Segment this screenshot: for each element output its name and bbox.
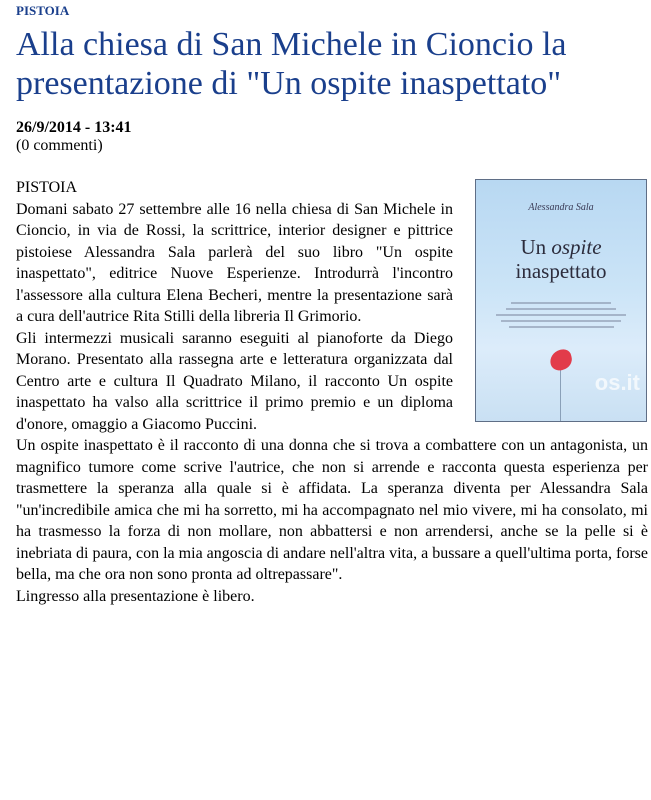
article-lead: PISTOIA bbox=[16, 179, 78, 196]
article-meta bbox=[16, 119, 648, 155]
article-container bbox=[16, 0, 648, 607]
book-cover-blurb bbox=[496, 302, 626, 332]
book-cover-title bbox=[476, 235, 646, 283]
publish-date: 26/9/2014 - 13:41 bbox=[16, 119, 132, 136]
comments-count-link[interactable]: (0 commenti) bbox=[16, 137, 103, 154]
red-flower-decoration bbox=[548, 347, 574, 372]
article-title: Alla chiesa di San Michele in Cioncio la presentazione di "Un ospite inaspettato" bbox=[16, 26, 567, 102]
article-paragraph-2: Gli intermezzi musicali saranno eseguiti al pianoforte da Diego Morano. Presentato alla rassegna arte e letteratura organizzata dal Centro arte e cultura Il Quadrato Milano, il racconto Un ospite inaspettato ha valso alla scrittrice il primo premio e un diploma d'onore, omaggio a Giacomo Puccini. bbox=[16, 329, 453, 433]
book-cover-author: Alessandra Sala bbox=[528, 202, 594, 213]
article-paragraph-1: Domani sabato 27 settembre alle 16 nella chiesa di San Michele in Cioncio, in via de Rossi, la scrittrice, interior designer e pittrice pistoiese Alessandra Sala parlerà del suo libro "Un ospite inaspettato", editrice Nuove Esperienze. Introdurrà l'incontro l'assessore alla cultura Elena Becheri, mentre la presentazione sarà a cura dell'autrice Rita Stilli della libreria Il Grimorio. bbox=[16, 200, 453, 325]
article-paragraph-4: Lingresso alla presentazione è libero. bbox=[16, 587, 255, 605]
book-cover-image bbox=[475, 179, 647, 422]
book-cover-title-line1: Un bbox=[520, 235, 547, 259]
article-body bbox=[16, 177, 648, 607]
flower-stem-decoration bbox=[560, 368, 561, 422]
section-tag[interactable]: PISTOIA bbox=[16, 3, 70, 18]
watermark-logo: os.it bbox=[594, 369, 640, 395]
article-paragraph-3: Un ospite inaspettato è il racconto di una donna che si trova a combattere con un antagonista, un magnifico tumore come scrive l'autrice, che non si arrende e racconta questa esperienza per trasmettere la speranza alla quale si è affidata. La speranza diventa per Alessandra Sala "un'incredibile amica che mi ha sorretto, mi ha accompagnato nel mio vivere, mi ha consolato, mi ha trasmesso la forza di non mollare, non abbattersi e non arrendersi, anche se la pelle si è inebriata di paura, con la mia angoscia di andare nell'altra vita, a bussare a quell'ultima porta, forse bella, ma che ora non sono pronta ad oltrepassare". bbox=[16, 437, 648, 583]
book-cover-title-italic: ospite bbox=[551, 235, 602, 259]
book-cover-title-line2: inaspettato bbox=[515, 259, 607, 283]
